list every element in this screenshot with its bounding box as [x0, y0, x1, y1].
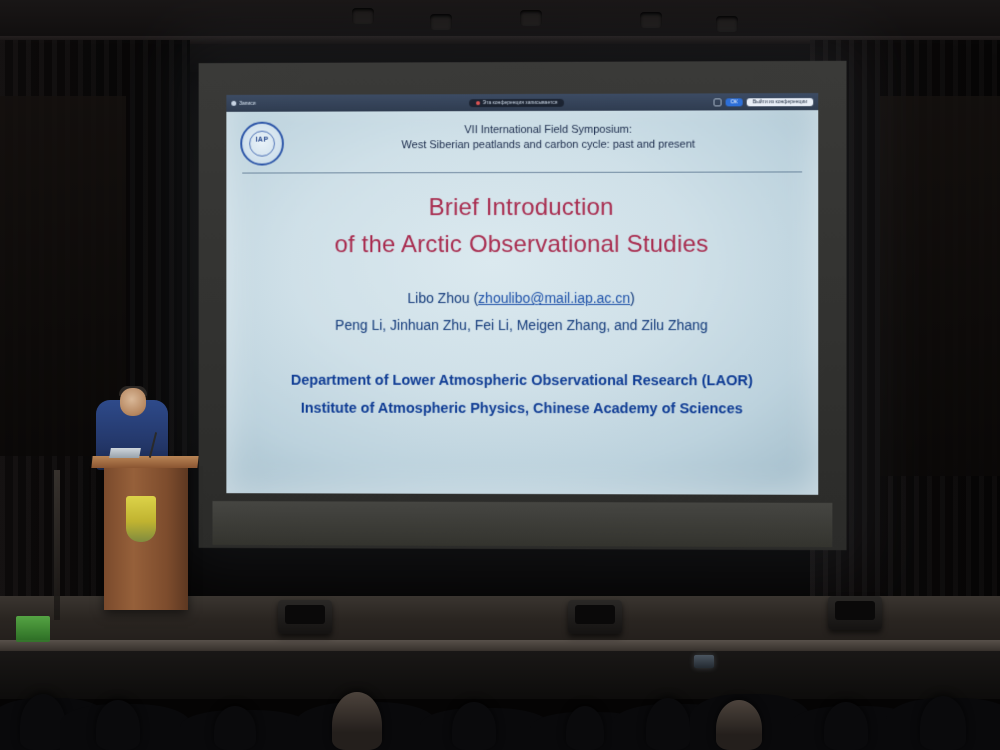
floor-light-icon: [278, 600, 332, 634]
recording-notice-text: Эта конференция записывается: [482, 99, 558, 106]
podium-laptop: [109, 448, 141, 458]
record-status-icon: [231, 101, 236, 106]
floor-light-icon: [568, 600, 622, 634]
audience-head: [566, 706, 604, 750]
presenter-email-link[interactable]: zhoulibo@mail.iap.ac.cn: [478, 290, 631, 307]
header-divider: [242, 171, 802, 173]
recording-dot-icon: [476, 101, 480, 105]
coauthors-line: Peng Li, Jinhuan Zhu, Fei Li, Meigen Zhang, and Zilu Zhang: [335, 316, 708, 334]
institute-logo-icon: [240, 122, 284, 166]
presenter-name: Libo Zhou (: [407, 290, 479, 307]
slide-title: [240, 189, 804, 264]
presenter-line: [240, 285, 804, 312]
audience-head: [214, 706, 256, 750]
symposium-line-2: West Siberian peatlands and carbon cycle: past and present: [401, 138, 696, 152]
audience-head: [716, 700, 762, 750]
leave-conference-button[interactable]: Выйти из конференции: [747, 98, 814, 106]
ok-button[interactable]: ОК: [726, 98, 743, 106]
affiliation-line-2: Institute of Atmospheric Physics, Chinese Academy of Sciences: [300, 400, 743, 418]
slide-authors: [240, 285, 804, 338]
wall-panel: [880, 96, 1000, 476]
slide-title-line-2: of the Arctic Observational Studies: [334, 230, 709, 259]
video-conference-toolbar[interactable]: [226, 93, 818, 112]
stage-rail: [54, 470, 60, 620]
audience-head: [452, 702, 496, 750]
audience-head: [332, 692, 382, 750]
audience-head: [824, 702, 868, 750]
ceiling-spotlight-icon: [716, 16, 738, 32]
slide-affiliation: [240, 366, 804, 423]
screen-skirt: [212, 501, 832, 547]
institute-logo-text: IAP: [255, 136, 269, 144]
slide-title-line-1: Brief Introduction: [428, 193, 614, 222]
presenter-head: [120, 388, 146, 416]
audience: [0, 648, 1000, 750]
ceiling-spotlight-icon: [640, 12, 662, 28]
projected-image: [226, 93, 818, 495]
exit-light: [16, 616, 50, 642]
audience-head: [646, 698, 690, 750]
projection-screen: [199, 61, 847, 550]
vc-center-group: [321, 98, 714, 107]
floor-light-icon: [828, 596, 882, 630]
audience-head: [920, 696, 966, 750]
ceiling-spotlight-icon: [520, 10, 542, 26]
slide-header: [240, 118, 804, 165]
podium-top: [91, 456, 198, 468]
recording-notice: [469, 98, 565, 106]
ceiling-spotlight-icon: [352, 8, 374, 24]
symposium-heading: [294, 118, 804, 153]
symposium-line-1: VII International Field Symposium:: [464, 123, 632, 137]
raised-phone-screen: [694, 655, 714, 668]
vc-app-label: Записи: [239, 100, 256, 107]
affiliation-line-1: Department of Lower Atmospheric Observational Research (LAOR): [290, 372, 753, 389]
settings-icon[interactable]: [714, 98, 722, 106]
ceiling-spotlight-icon: [430, 14, 452, 30]
presenter-paren: ): [630, 290, 635, 307]
presentation-slide: [226, 110, 818, 495]
vc-right-group[interactable]: [714, 98, 814, 106]
podium-emblem-icon: [126, 496, 156, 542]
vc-app-label-group: [231, 100, 320, 106]
audience-head: [96, 700, 140, 750]
